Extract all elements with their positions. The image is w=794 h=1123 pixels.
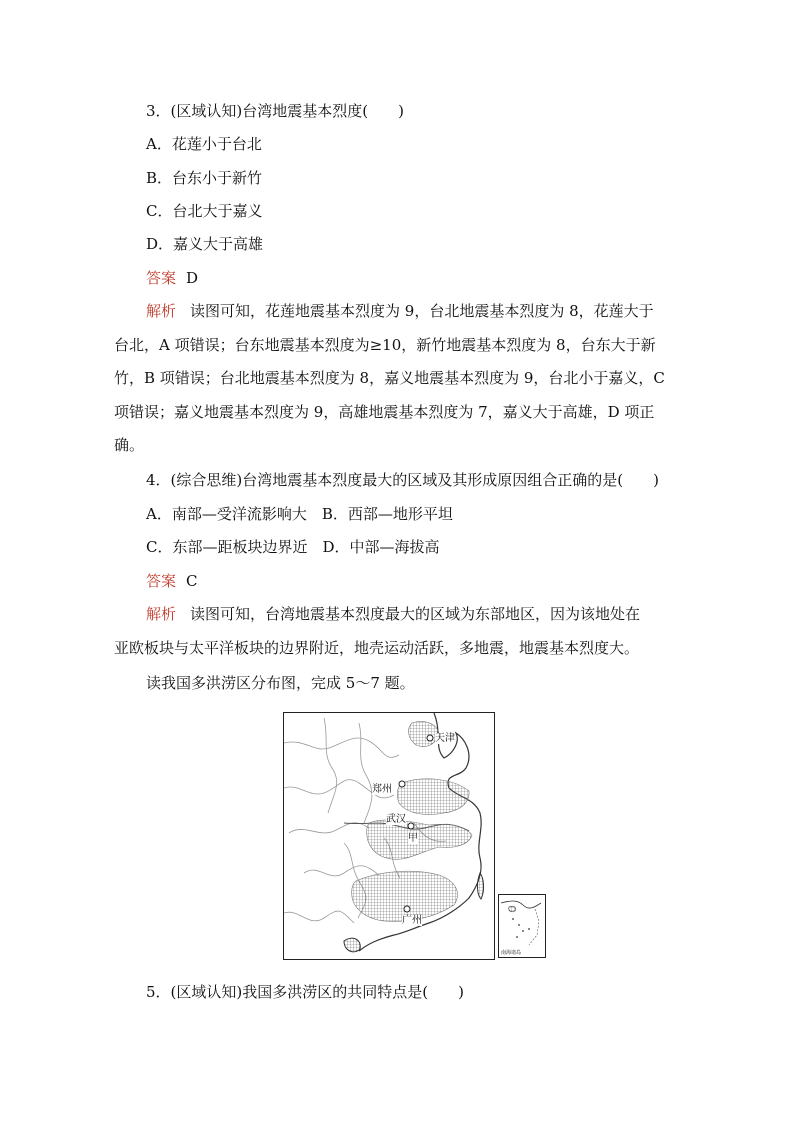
label-tianjin: 天津 bbox=[435, 733, 455, 744]
flood-zone-huaihe bbox=[397, 779, 469, 815]
island-dot bbox=[528, 928, 530, 930]
q3-option-d: D．嘉义大于高雄 bbox=[146, 235, 264, 253]
wuhan-marker bbox=[408, 823, 414, 829]
label-zhengzhou: 郑州 bbox=[372, 784, 392, 795]
q3-explanation-line-2: 台北，A 项错误；台东地震基本烈度为≥10，新竹地震基本烈度为 8，台东大于新 bbox=[114, 336, 656, 354]
south-china-sea-inset bbox=[498, 894, 546, 958]
q4-explanation-line-2: 亚欧板块与太平洋板块的边界附近，地壳运动活跃，多地震，地震基本烈度大。 bbox=[114, 639, 640, 657]
boundary-line bbox=[304, 866, 379, 876]
inset-coastline bbox=[501, 901, 541, 908]
map-drawing bbox=[284, 713, 494, 959]
inset-drawing bbox=[499, 895, 545, 957]
q3-explanation-line-3: 竹，B 项错误；台北地震基本烈度为 8，嘉义地震基本烈度为 9，台北小于嘉义，C bbox=[114, 369, 665, 387]
zhengzhou-marker bbox=[399, 781, 405, 787]
boundary-line bbox=[359, 723, 372, 823]
explanation-label: 解析 bbox=[146, 605, 177, 623]
flood-zone-pearl bbox=[352, 871, 458, 921]
boundary-line bbox=[289, 823, 369, 833]
q4-answer bbox=[146, 571, 198, 591]
answer-value: C bbox=[186, 572, 198, 590]
q3-option-a: A．花莲小于台北 bbox=[146, 135, 262, 153]
tianjin-marker bbox=[427, 735, 433, 741]
label-guangzhou: 广州 bbox=[402, 915, 422, 926]
label-wuhan: 武汉 bbox=[386, 814, 406, 825]
inset-label: 南海诸岛 bbox=[501, 950, 522, 956]
explanation-text: 读图可知，花莲地震基本烈度为 9，台北地震基本烈度为 8，花莲大于 bbox=[190, 302, 654, 320]
answer-label: 答案 bbox=[146, 269, 177, 287]
guangzhou-marker bbox=[404, 906, 410, 912]
flood-zone-map bbox=[283, 712, 495, 960]
boundary-line bbox=[284, 911, 354, 923]
inset-hainan bbox=[509, 906, 516, 912]
island-dot bbox=[512, 918, 514, 920]
explanation-label: 解析 bbox=[146, 302, 177, 320]
q3-explanation-line-5: 确。 bbox=[114, 436, 145, 454]
label-jia: 甲 bbox=[408, 833, 418, 844]
q3-option-b: B．台东小于新竹 bbox=[146, 169, 263, 187]
taiwan bbox=[477, 873, 483, 899]
boundary-line bbox=[284, 738, 399, 757]
q3-explanation-line-4: 项错误；嘉义地震基本烈度为 9，高雄地震基本烈度为 7，嘉义大于高雄，D 项正 bbox=[114, 403, 655, 421]
island-dot bbox=[516, 936, 518, 938]
q4-options-row-2: C．东部—距板块边界近 D．中部—海拔高 bbox=[146, 538, 440, 556]
q5-stem: 5．(区域认知)我国多洪涝区的共同特点是( ) bbox=[146, 983, 464, 1001]
island-dot bbox=[522, 930, 524, 932]
q4-stem: 4．(综合思维)台湾地震基本烈度最大的区域及其形成原因组合正确的是( ) bbox=[146, 471, 659, 489]
q3-explanation-line-1 bbox=[146, 301, 654, 321]
inset-boundary bbox=[529, 909, 539, 945]
q3-stem: 3．(区域认知)台湾地震基本烈度( ) bbox=[146, 102, 404, 120]
q4-explanation-line-1 bbox=[146, 604, 640, 624]
flood-zone-yangtze bbox=[367, 820, 472, 859]
q4-options-row-1: A．南部—受洋流影响大 B．西部—地形平坦 bbox=[146, 505, 453, 523]
answer-label: 答案 bbox=[146, 572, 177, 590]
answer-value: D bbox=[186, 269, 199, 287]
q3-option-c: C．台北大于嘉义 bbox=[146, 202, 263, 220]
boundary-line bbox=[324, 718, 337, 813]
q3-answer bbox=[146, 268, 198, 288]
island-dot bbox=[518, 924, 520, 926]
explanation-text: 读图可知，台湾地震基本烈度最大的区域为东部地区，因为该地处在 bbox=[190, 605, 641, 623]
hainan bbox=[344, 938, 360, 952]
map-intro: 读我国多洪涝区分布图，完成 5～7 题。 bbox=[146, 674, 415, 692]
